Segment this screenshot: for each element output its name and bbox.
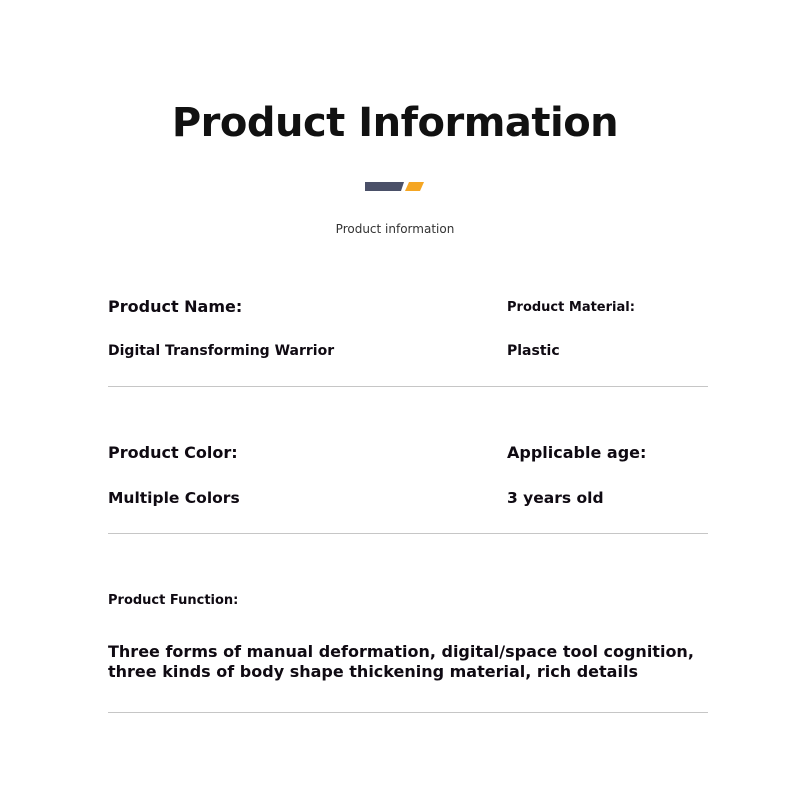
divider [108,712,708,713]
product-function-line: three kinds of body shape thickening material, rich details [108,662,638,681]
product-color-label: Product Color: [108,443,238,462]
applicable-age-label: Applicable age: [507,443,647,462]
product-function-label: Product Function: [108,593,239,608]
product-color-value: Multiple Colors [108,489,240,507]
product-function-value [108,642,694,682]
product-name-value: Digital Transforming Warrior [108,343,335,359]
product-name-label: Product Name: [108,297,243,316]
page-subtitle: Product information [335,222,455,236]
accent-bar-orange [405,182,424,191]
product-function-line: Three forms of manual deformation, digital/space tool cognition, [108,642,694,661]
divider [108,533,708,534]
product-material-value: Plastic [507,343,560,359]
divider [108,386,708,387]
product-material-label: Product Material: [507,300,635,315]
title-accent-bars [365,182,427,191]
page-title: Product Information [171,100,619,146]
accent-bar-dark [365,182,404,191]
applicable-age-value: 3 years old [507,489,604,507]
